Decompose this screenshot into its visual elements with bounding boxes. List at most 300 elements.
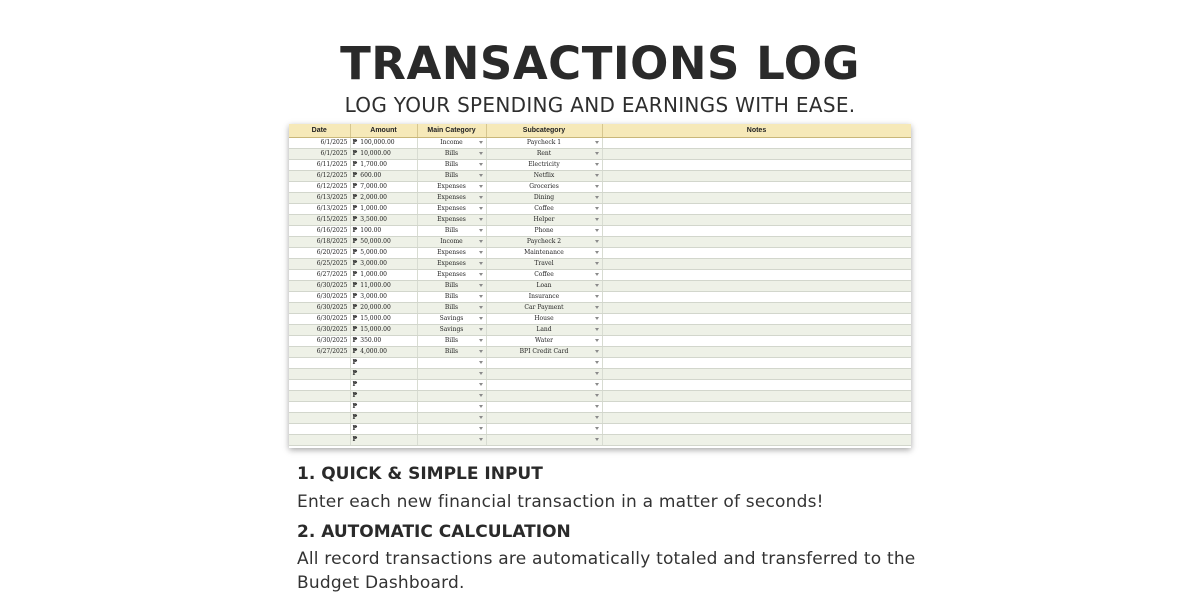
cell-notes[interactable] (602, 369, 911, 380)
dropdown-arrow-icon[interactable] (479, 438, 483, 441)
dropdown-arrow-icon[interactable] (595, 218, 599, 221)
cell-notes[interactable] (602, 424, 911, 435)
subcategory-dropdown[interactable] (486, 314, 602, 325)
cell-notes[interactable] (602, 336, 911, 347)
table-row (289, 325, 911, 336)
table-row (289, 215, 911, 226)
table-row (289, 347, 911, 358)
dropdown-arrow-icon[interactable] (479, 262, 483, 265)
table-row (289, 193, 911, 204)
dropdown-arrow-icon[interactable] (595, 372, 599, 375)
subcategory-value: Loan (536, 282, 552, 289)
cell-notes[interactable] (602, 259, 911, 270)
cell-amount[interactable] (350, 193, 417, 204)
dropdown-arrow-icon[interactable] (595, 328, 599, 331)
main-category-value: Bills (444, 304, 459, 311)
feature-heading-automatic-calculation: 2. AUTOMATIC CALCULATION (297, 522, 571, 542)
cell-date[interactable]: 6/12/2025 (289, 171, 350, 182)
cell-amount[interactable] (350, 325, 417, 336)
main-category-value: Savings (439, 315, 464, 322)
cell-notes[interactable] (602, 215, 911, 226)
dropdown-arrow-icon[interactable] (479, 427, 483, 430)
dropdown-arrow-icon[interactable] (479, 273, 483, 276)
dropdown-arrow-icon[interactable] (595, 240, 599, 243)
table-row (289, 292, 911, 303)
amount-value: 15,000.00 (360, 326, 391, 333)
cell-notes[interactable] (602, 193, 911, 204)
dropdown-arrow-icon[interactable] (479, 295, 483, 298)
cell-amount[interactable] (350, 391, 417, 402)
dropdown-arrow-icon[interactable] (595, 306, 599, 309)
subcategory-dropdown[interactable] (486, 270, 602, 281)
cell-date[interactable] (289, 424, 350, 435)
cell-date[interactable]: 6/13/2025 (289, 193, 350, 204)
column-header-notes[interactable]: Notes (602, 124, 911, 138)
main-category-dropdown[interactable] (417, 281, 486, 292)
feature-text-automatic-calculation: All record transactions are automatically totaled and transferred to the Budget Dashboard. (297, 549, 916, 593)
cell-date[interactable]: 6/1/2025 (289, 149, 350, 160)
cell-notes[interactable] (602, 435, 911, 446)
table-row (289, 160, 911, 171)
dropdown-arrow-icon[interactable] (595, 361, 599, 364)
cell-date[interactable]: 6/30/2025 (289, 325, 350, 336)
cell-notes[interactable] (602, 237, 911, 248)
main-category-dropdown[interactable] (417, 149, 486, 160)
dropdown-arrow-icon[interactable] (595, 438, 599, 441)
subcategory-dropdown[interactable] (486, 358, 602, 369)
cell-date[interactable] (289, 380, 350, 391)
dropdown-arrow-icon[interactable] (479, 174, 483, 177)
main-category-dropdown[interactable] (417, 369, 486, 380)
dropdown-arrow-icon[interactable] (479, 196, 483, 199)
cell-amount[interactable] (350, 226, 417, 237)
cell-notes[interactable] (602, 358, 911, 369)
cell-date[interactable]: 6/30/2025 (289, 281, 350, 292)
subcategory-value: Netflix (533, 172, 555, 179)
main-category-dropdown[interactable] (417, 193, 486, 204)
cell-amount[interactable] (350, 435, 417, 446)
main-category-value: Bills (444, 227, 459, 234)
currency-symbol: ₱ (352, 293, 358, 300)
currency-symbol: ₱ (352, 227, 358, 234)
cell-amount[interactable] (350, 380, 417, 391)
table-row (289, 138, 911, 149)
subcategory-dropdown[interactable] (486, 292, 602, 303)
amount-value: 1,000.00 (360, 205, 387, 212)
dropdown-arrow-icon[interactable] (595, 383, 599, 386)
dropdown-arrow-icon[interactable] (595, 262, 599, 265)
subcategory-value: BPI Credit Card (519, 348, 569, 355)
subcategory-value: Coffee (534, 271, 554, 278)
main-category-value: Bills (444, 337, 459, 344)
cell-date[interactable]: 6/16/2025 (289, 226, 350, 237)
dropdown-arrow-icon[interactable] (479, 251, 483, 254)
main-category-dropdown[interactable] (417, 204, 486, 215)
dropdown-arrow-icon[interactable] (479, 416, 483, 419)
main-category-dropdown[interactable] (417, 303, 486, 314)
amount-value: 350.00 (360, 337, 382, 344)
cell-amount[interactable] (350, 424, 417, 435)
dropdown-arrow-icon[interactable] (479, 240, 483, 243)
cell-amount[interactable] (350, 171, 417, 182)
cell-amount[interactable] (350, 358, 417, 369)
dropdown-arrow-icon[interactable] (595, 196, 599, 199)
subcategory-dropdown[interactable] (486, 182, 602, 193)
cell-date[interactable]: 6/25/2025 (289, 259, 350, 270)
currency-symbol: ₱ (352, 161, 358, 168)
subcategory-value: Dining (533, 194, 555, 201)
subcategory-dropdown[interactable] (486, 435, 602, 446)
table-body (289, 138, 911, 446)
main-category-dropdown[interactable] (417, 226, 486, 237)
dropdown-arrow-icon[interactable] (479, 372, 483, 375)
dropdown-arrow-icon[interactable] (595, 394, 599, 397)
dropdown-arrow-icon[interactable] (479, 152, 483, 155)
subcategory-value: Car Payment (524, 304, 564, 311)
table-row (289, 237, 911, 248)
subcategory-dropdown[interactable] (486, 347, 602, 358)
main-category-value: Savings (439, 326, 464, 333)
cell-date[interactable] (289, 413, 350, 424)
cell-amount[interactable] (350, 160, 417, 171)
currency-symbol: ₱ (352, 414, 358, 421)
amount-value: 2,000.00 (360, 194, 387, 201)
currency-symbol: ₱ (352, 271, 358, 278)
dropdown-arrow-icon[interactable] (479, 185, 483, 188)
dropdown-arrow-icon[interactable] (479, 229, 483, 232)
cell-notes[interactable] (602, 314, 911, 325)
subcategory-dropdown[interactable] (486, 281, 602, 292)
amount-value: 600.00 (360, 172, 382, 179)
subcategory-dropdown[interactable] (486, 171, 602, 182)
cell-amount[interactable] (350, 270, 417, 281)
currency-symbol: ₱ (352, 172, 358, 179)
cell-amount[interactable] (350, 259, 417, 270)
page-subtitle: LOG YOUR SPENDING AND EARNINGS WITH EASE. (344, 93, 856, 117)
dropdown-arrow-icon[interactable] (595, 251, 599, 254)
main-category-dropdown[interactable] (417, 413, 486, 424)
cell-notes[interactable] (602, 160, 911, 171)
main-category-dropdown[interactable] (417, 259, 486, 270)
dropdown-arrow-icon[interactable] (595, 317, 599, 320)
subcategory-dropdown[interactable] (486, 402, 602, 413)
cell-notes[interactable] (602, 182, 911, 193)
main-category-dropdown[interactable] (417, 237, 486, 248)
main-category-dropdown[interactable] (417, 270, 486, 281)
subcategory-dropdown[interactable] (486, 237, 602, 248)
dropdown-arrow-icon[interactable] (479, 218, 483, 221)
column-header-subcategory[interactable]: Subcategory (486, 124, 602, 138)
subcategory-dropdown[interactable] (486, 215, 602, 226)
main-category-dropdown[interactable] (417, 336, 486, 347)
subcategory-dropdown[interactable] (486, 413, 602, 424)
currency-symbol: ₱ (352, 403, 358, 410)
amount-value: 10,000.00 (360, 150, 391, 157)
table-row (289, 171, 911, 182)
table-row (289, 391, 911, 402)
subcategory-dropdown[interactable] (486, 259, 602, 270)
subcategory-dropdown[interactable] (486, 204, 602, 215)
subcategory-value: Travel (534, 260, 554, 267)
amount-value: 20,000.00 (360, 304, 391, 311)
dropdown-arrow-icon[interactable] (479, 361, 483, 364)
main-category-value: Bills (444, 172, 459, 179)
main-category-value: Bills (444, 150, 459, 157)
amount-value: 100,000.00 (360, 139, 395, 146)
cell-amount[interactable] (350, 138, 417, 149)
main-category-dropdown[interactable] (417, 292, 486, 303)
amount-value: 50,000.00 (360, 238, 391, 245)
main-category-value: Expenses (437, 183, 466, 190)
table-row (289, 358, 911, 369)
cell-date[interactable] (289, 391, 350, 402)
cell-notes[interactable] (602, 325, 911, 336)
main-category-value: Expenses (437, 260, 466, 267)
cell-date[interactable]: 6/30/2025 (289, 303, 350, 314)
main-category-dropdown[interactable] (417, 435, 486, 446)
main-category-dropdown[interactable] (417, 358, 486, 369)
cell-amount[interactable] (350, 281, 417, 292)
main-category-value: Expenses (437, 216, 466, 223)
cell-notes[interactable] (602, 402, 911, 413)
cell-date[interactable]: 6/1/2025 (289, 138, 350, 149)
cell-notes[interactable] (602, 380, 911, 391)
cell-date[interactable]: 6/11/2025 (289, 160, 350, 171)
main-category-value: Expenses (437, 205, 466, 212)
table-row (289, 314, 911, 325)
cell-date[interactable]: 6/27/2025 (289, 347, 350, 358)
subcategory-dropdown[interactable] (486, 149, 602, 160)
cell-notes[interactable] (602, 281, 911, 292)
cell-notes[interactable] (602, 204, 911, 215)
subcategory-value: Rent (536, 150, 552, 157)
dropdown-arrow-icon[interactable] (595, 339, 599, 342)
cell-date[interactable]: 6/30/2025 (289, 336, 350, 347)
cell-amount[interactable] (350, 237, 417, 248)
cell-date[interactable]: 6/18/2025 (289, 237, 350, 248)
cell-amount[interactable] (350, 336, 417, 347)
subcategory-value: Land (536, 326, 552, 333)
cell-notes[interactable] (602, 292, 911, 303)
currency-symbol: ₱ (352, 315, 358, 322)
cell-date[interactable] (289, 369, 350, 380)
dropdown-arrow-icon[interactable] (595, 295, 599, 298)
main-category-dropdown[interactable] (417, 182, 486, 193)
transactions-spreadsheet (289, 124, 911, 448)
cell-date[interactable]: 6/20/2025 (289, 248, 350, 259)
dropdown-arrow-icon[interactable] (595, 427, 599, 430)
dropdown-arrow-icon[interactable] (479, 317, 483, 320)
table-row (289, 303, 911, 314)
cell-date[interactable]: 6/15/2025 (289, 215, 350, 226)
dropdown-arrow-icon[interactable] (479, 163, 483, 166)
main-category-value: Expenses (437, 249, 466, 256)
dropdown-arrow-icon[interactable] (595, 185, 599, 188)
currency-symbol: ₱ (352, 249, 358, 256)
subcategory-dropdown[interactable] (486, 424, 602, 435)
main-category-dropdown[interactable] (417, 138, 486, 149)
cell-amount[interactable] (350, 413, 417, 424)
amount-value: 3,000.00 (360, 260, 387, 267)
dropdown-arrow-icon[interactable] (595, 416, 599, 419)
dropdown-arrow-icon[interactable] (595, 141, 599, 144)
dropdown-arrow-icon[interactable] (479, 284, 483, 287)
table-row (289, 424, 911, 435)
main-category-dropdown[interactable] (417, 325, 486, 336)
subcategory-dropdown[interactable] (486, 391, 602, 402)
cell-amount[interactable] (350, 369, 417, 380)
cell-notes[interactable] (602, 270, 911, 281)
dropdown-arrow-icon[interactable] (479, 306, 483, 309)
main-category-dropdown[interactable] (417, 314, 486, 325)
table-header-row (289, 124, 911, 138)
cell-amount[interactable] (350, 402, 417, 413)
cell-amount[interactable] (350, 292, 417, 303)
page-title: TRANSACTIONS LOG (340, 37, 860, 90)
dropdown-arrow-icon[interactable] (595, 207, 599, 210)
dropdown-arrow-icon[interactable] (479, 350, 483, 353)
dropdown-arrow-icon[interactable] (479, 394, 483, 397)
currency-symbol: ₱ (352, 392, 358, 399)
cell-date[interactable]: 6/12/2025 (289, 182, 350, 193)
dropdown-arrow-icon[interactable] (479, 328, 483, 331)
amount-value: 11,000.00 (360, 282, 391, 289)
amount-value: 4,000.00 (360, 348, 387, 355)
cell-notes[interactable] (602, 248, 911, 259)
dropdown-arrow-icon[interactable] (479, 339, 483, 342)
dropdown-arrow-icon[interactable] (479, 383, 483, 386)
subcategory-value: Water (534, 337, 554, 344)
transactions-table (289, 124, 911, 446)
cell-notes[interactable] (602, 413, 911, 424)
main-category-dropdown[interactable] (417, 347, 486, 358)
currency-symbol: ₱ (352, 216, 358, 223)
subcategory-dropdown[interactable] (486, 193, 602, 204)
currency-symbol: ₱ (352, 337, 358, 344)
cell-amount[interactable] (350, 149, 417, 160)
cell-notes[interactable] (602, 138, 911, 149)
table-row (289, 336, 911, 347)
dropdown-arrow-icon[interactable] (595, 284, 599, 287)
dropdown-arrow-icon[interactable] (479, 207, 483, 210)
cell-date[interactable]: 6/13/2025 (289, 204, 350, 215)
cell-amount[interactable] (350, 347, 417, 358)
dropdown-arrow-icon[interactable] (595, 273, 599, 276)
currency-symbol: ₱ (352, 260, 358, 267)
subcategory-dropdown[interactable] (486, 303, 602, 314)
currency-symbol: ₱ (352, 304, 358, 311)
cell-date[interactable] (289, 435, 350, 446)
cell-amount[interactable] (350, 204, 417, 215)
cell-amount[interactable] (350, 182, 417, 193)
subcategory-value: Maintenance (524, 249, 564, 256)
currency-symbol: ₱ (352, 381, 358, 388)
amount-value: 7,000.00 (360, 183, 387, 190)
subcategory-dropdown[interactable] (486, 248, 602, 259)
subcategory-dropdown[interactable] (486, 369, 602, 380)
cell-notes[interactable] (602, 303, 911, 314)
feature-heading-quick-input: 1. QUICK & SIMPLE INPUT (297, 464, 543, 484)
cell-date[interactable]: 6/27/2025 (289, 270, 350, 281)
cell-amount[interactable] (350, 215, 417, 226)
column-header-main-category[interactable]: Main Category (417, 124, 486, 138)
main-category-dropdown[interactable] (417, 248, 486, 259)
dropdown-arrow-icon[interactable] (595, 152, 599, 155)
cell-notes[interactable] (602, 226, 911, 237)
cell-notes[interactable] (602, 347, 911, 358)
feature-text-quick-input: Enter each new financial transaction in a matter of seconds! (297, 492, 824, 512)
subcategory-dropdown[interactable] (486, 226, 602, 237)
cell-notes[interactable] (602, 149, 911, 160)
cell-notes[interactable] (602, 171, 911, 182)
cell-date[interactable]: 6/30/2025 (289, 314, 350, 325)
subcategory-dropdown[interactable] (486, 336, 602, 347)
main-category-dropdown[interactable] (417, 402, 486, 413)
main-category-dropdown[interactable] (417, 160, 486, 171)
dropdown-arrow-icon[interactable] (595, 163, 599, 166)
dropdown-arrow-icon[interactable] (595, 229, 599, 232)
currency-symbol: ₱ (352, 282, 358, 289)
main-category-dropdown[interactable] (417, 380, 486, 391)
dropdown-arrow-icon[interactable] (595, 350, 599, 353)
cell-amount[interactable] (350, 314, 417, 325)
currency-symbol: ₱ (352, 205, 358, 212)
currency-symbol: ₱ (352, 370, 358, 377)
amount-value: 3,000.00 (360, 293, 387, 300)
table-row (289, 281, 911, 292)
main-category-value: Bills (444, 161, 459, 168)
subcategory-dropdown[interactable] (486, 325, 602, 336)
dropdown-arrow-icon[interactable] (479, 141, 483, 144)
table-row (289, 226, 911, 237)
cell-amount[interactable] (350, 303, 417, 314)
amount-value: 100.00 (360, 227, 382, 234)
table-row (289, 369, 911, 380)
currency-symbol: ₱ (352, 348, 358, 355)
subcategory-dropdown[interactable] (486, 160, 602, 171)
dropdown-arrow-icon[interactable] (595, 174, 599, 177)
column-header-amount[interactable]: Amount (350, 124, 417, 138)
subcategory-value: Paycheck 1 (526, 139, 562, 146)
subcategory-value: Paycheck 2 (526, 238, 562, 245)
amount-value: 1,000.00 (360, 271, 387, 278)
table-row (289, 248, 911, 259)
cell-date[interactable] (289, 402, 350, 413)
cell-amount[interactable] (350, 248, 417, 259)
main-category-value: Bills (444, 348, 459, 355)
currency-symbol: ₱ (352, 359, 358, 366)
dropdown-arrow-icon[interactable] (479, 405, 483, 408)
main-category-dropdown[interactable] (417, 215, 486, 226)
table-row (289, 149, 911, 160)
cell-date[interactable]: 6/30/2025 (289, 292, 350, 303)
subcategory-dropdown[interactable] (486, 380, 602, 391)
cell-date[interactable] (289, 358, 350, 369)
subcategory-value: Insurance (528, 293, 560, 300)
dropdown-arrow-icon[interactable] (595, 405, 599, 408)
amount-value: 1,700.00 (360, 161, 387, 168)
main-category-value: Expenses (437, 271, 466, 278)
main-category-dropdown[interactable] (417, 424, 486, 435)
table-row (289, 413, 911, 424)
column-header-date[interactable]: Date (289, 124, 350, 138)
subcategory-dropdown[interactable] (486, 138, 602, 149)
main-category-dropdown[interactable] (417, 391, 486, 402)
subcategory-value: Helper (533, 216, 555, 223)
cell-notes[interactable] (602, 391, 911, 402)
main-category-dropdown[interactable] (417, 171, 486, 182)
table-row (289, 380, 911, 391)
